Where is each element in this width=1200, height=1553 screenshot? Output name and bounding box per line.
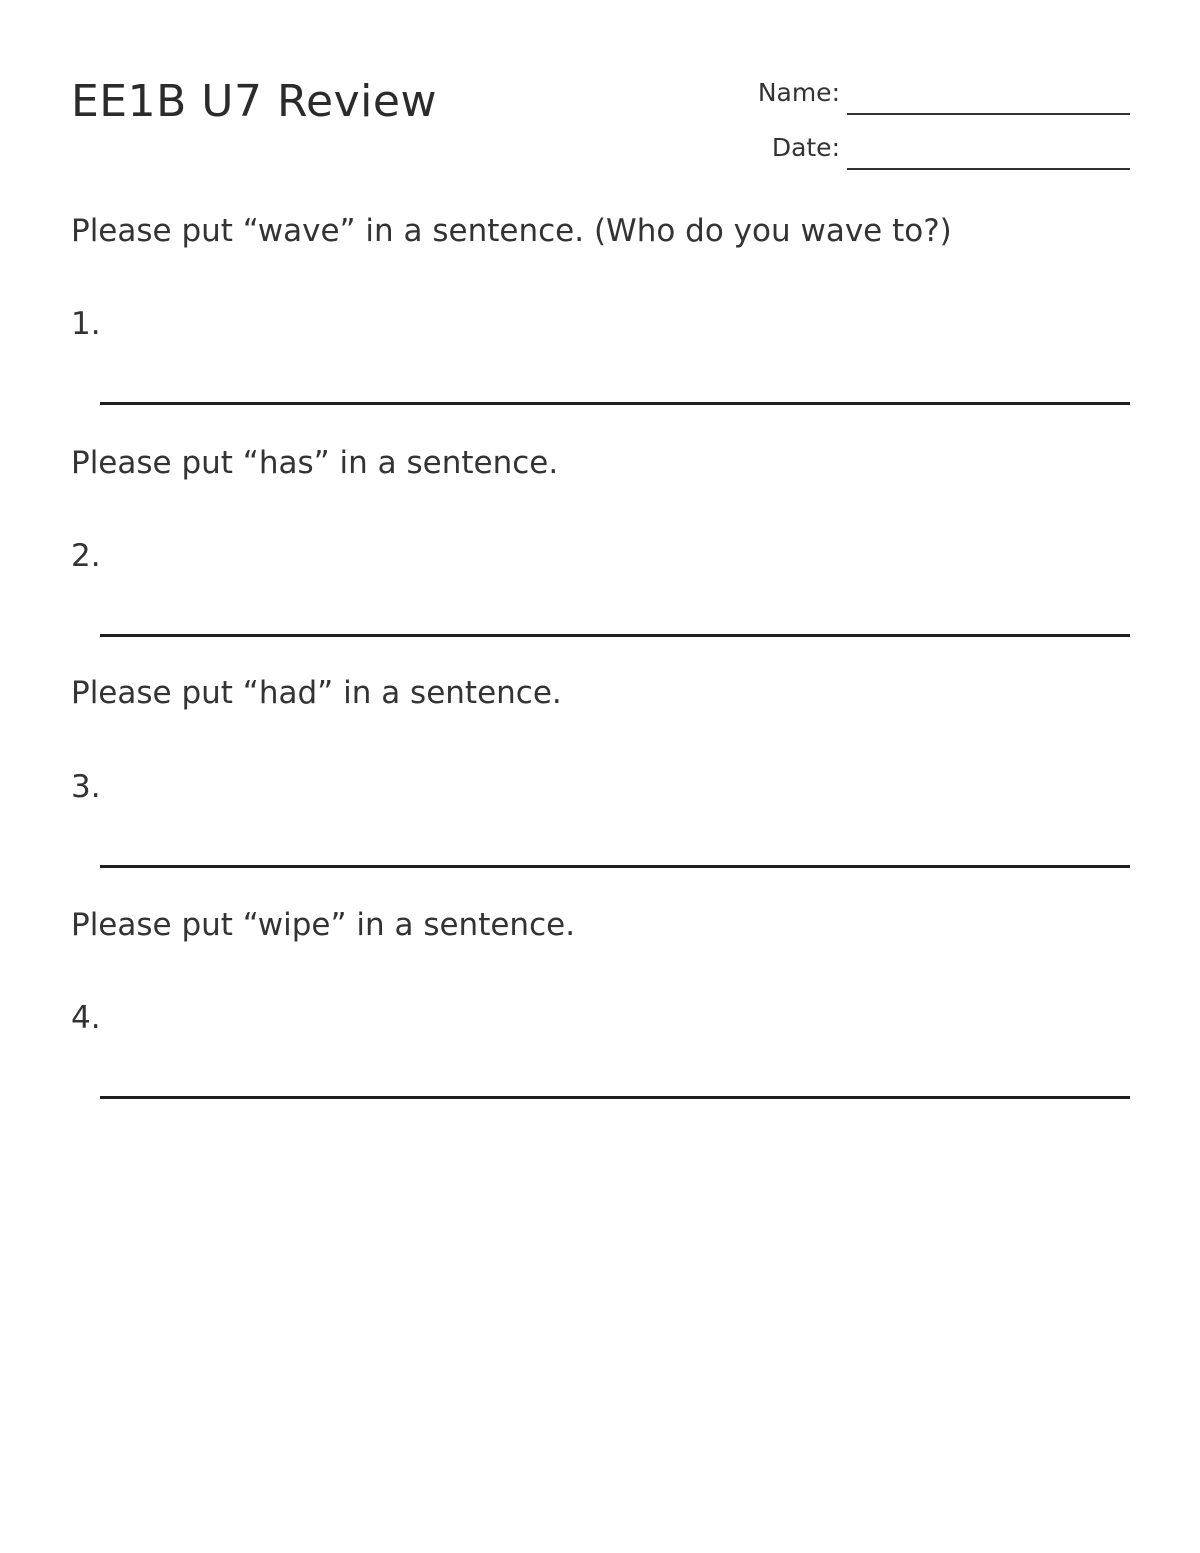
question-2-number: 2. <box>71 538 101 574</box>
question-3-prompt: Please put “had” in a sentence. <box>71 675 562 711</box>
name-field <box>700 78 1130 118</box>
date-field <box>700 133 1130 173</box>
question-2-prompt: Please put “has” in a sentence. <box>71 445 559 481</box>
question-4-answer-line[interactable] <box>100 1096 1130 1099</box>
name-blank-line[interactable] <box>847 113 1130 115</box>
question-4-prompt: Please put “wipe” in a sentence. <box>71 907 576 943</box>
question-2-answer-line[interactable] <box>100 634 1130 637</box>
question-3-answer-line[interactable] <box>100 865 1130 868</box>
question-3-number: 3. <box>71 769 101 805</box>
question-1-number: 1. <box>71 306 101 342</box>
date-label: Date: <box>771 133 840 162</box>
page-title: EE1B U7 Review <box>71 76 437 127</box>
question-4-number: 4. <box>71 1000 101 1036</box>
name-label: Name: <box>757 78 840 107</box>
date-blank-line[interactable] <box>847 168 1130 170</box>
question-1-prompt: Please put “wave” in a sentence. (Who do you wave to?) <box>71 213 952 249</box>
question-1-answer-line[interactable] <box>100 402 1130 405</box>
